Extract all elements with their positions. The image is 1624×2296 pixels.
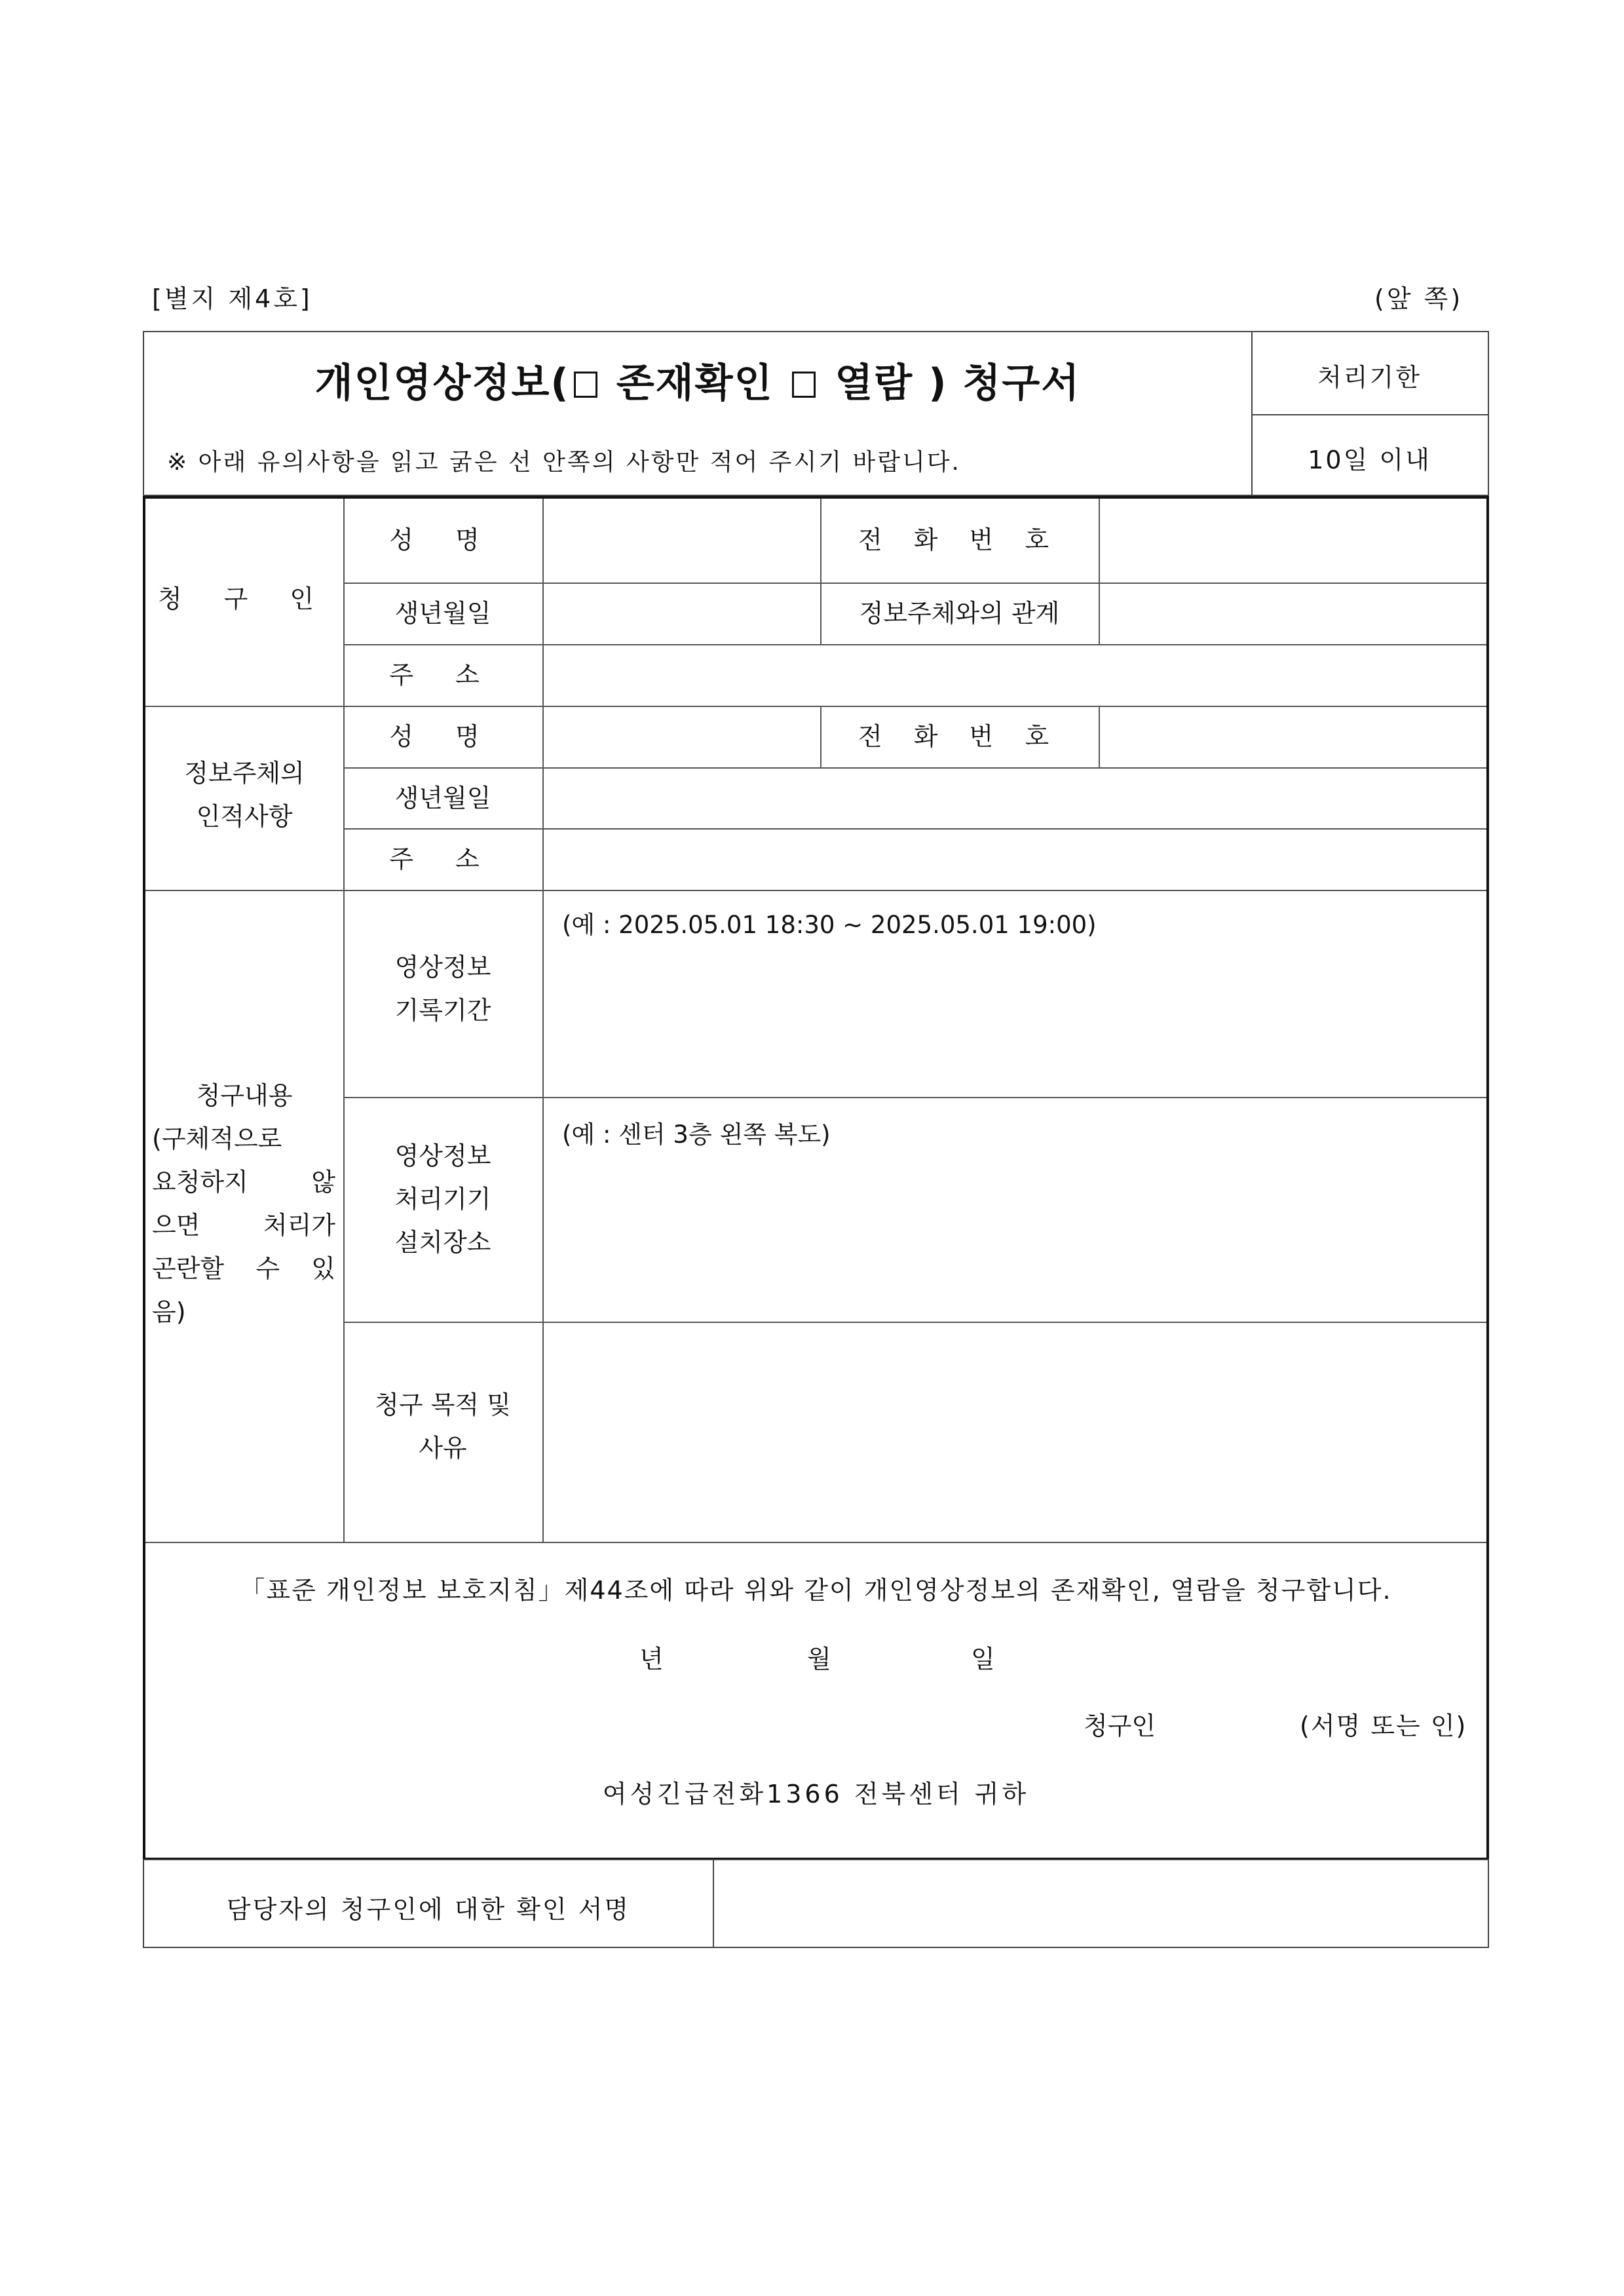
purpose-label-2: 사유 (419, 1434, 467, 1463)
date-year-label: 년 (639, 1645, 664, 1674)
signature-placeholder[interactable]: (서명 또는 인) (1300, 1712, 1467, 1740)
location-label-2: 처리기기 (394, 1185, 491, 1214)
location-field[interactable] (546, 1160, 1483, 1311)
requester-address-label: 주 소 (389, 660, 497, 689)
subject-phone-field[interactable] (1103, 714, 1483, 759)
subject-section-label-1: 정보주체의 (184, 759, 305, 788)
request-section-note: (구체적으로 요청하지 않 으면 처리가 곤란할 수 있 음) (152, 1124, 335, 1326)
request-section-label: 청구내용 (196, 1081, 293, 1110)
location-label-3: 설치장소 (394, 1228, 491, 1257)
period-label-2: 기록기간 (394, 996, 491, 1025)
period-field[interactable] (546, 951, 1483, 1088)
location-label-1: 영상정보 (394, 1141, 491, 1170)
processing-value: 10일 이내 (1308, 446, 1431, 474)
requester-name-field[interactable] (546, 525, 816, 564)
requester-relation-label: 정보주체와의 관계 (859, 599, 1060, 628)
purpose-label-1: 청구 목적 및 (375, 1390, 511, 1419)
subject-section-label-2: 인적사항 (196, 802, 293, 831)
date-day-label: 일 (971, 1645, 995, 1674)
subject-birth-label: 생년월일 (394, 784, 491, 813)
notice-text: ※ 아래 유의사항을 읽고 굵은 선 안쪽의 사항만 적어 주시기 바랍니다. (167, 449, 961, 476)
staff-confirmation-row (143, 1859, 1489, 1948)
form-number: [별지 제4호] (152, 284, 312, 313)
title-block (143, 331, 1489, 496)
period-example: (예 : 2025.05.01 18:30 ~ 2025.05.01 19:00) (562, 911, 1097, 939)
requester-name-label: 성 명 (389, 526, 497, 554)
requester-address-field[interactable] (546, 652, 1483, 698)
form-title: 개인영상정보( 존재확인 열람 ) 청구서 (314, 360, 1081, 406)
page-side: (앞 쪽) (1374, 284, 1463, 313)
subject-address-label: 주 소 (389, 845, 497, 873)
requester-phone-label: 전 화 번 호 (858, 526, 1061, 554)
requester-section-label: 청 구 인 (157, 584, 331, 613)
subject-phone-label: 전 화 번 호 (858, 722, 1061, 751)
addressee: 여성긴급전화1366 전북센터 귀하 (602, 1780, 1030, 1808)
requester-birth-field[interactable] (546, 590, 816, 636)
request-form-table (143, 496, 1489, 1860)
date-month-label: 월 (807, 1645, 831, 1674)
subject-birth-field[interactable] (546, 775, 1483, 821)
requester-birth-label: 생년월일 (394, 599, 491, 628)
processing-label: 처리기한 (1317, 363, 1422, 392)
requester-relation-field[interactable] (1103, 590, 1483, 636)
request-statement: 「표준 개인정보 보호지침」제44조에 따라 위와 같이 개인영상정보의 존재확인, 열람을 청구합니다. (240, 1576, 1392, 1605)
subject-address-field[interactable] (546, 836, 1483, 882)
requester-phone-field[interactable] (1103, 525, 1483, 564)
purpose-field[interactable] (546, 1331, 1483, 1534)
period-label-1: 영상정보 (394, 953, 491, 982)
subject-name-field[interactable] (546, 714, 816, 759)
subject-name-label: 성 명 (389, 722, 497, 751)
staff-confirmation-signature-field[interactable] (718, 1867, 1478, 1940)
signer-label: 청구인 (1084, 1712, 1156, 1740)
existence-check-checkbox[interactable] (574, 372, 597, 398)
staff-confirmation-label: 담당자의 청구인에 대한 확인 서명 (226, 1895, 631, 1924)
location-example: (예 : 센터 3층 왼쪽 복도) (562, 1120, 831, 1149)
view-checkbox[interactable] (792, 372, 816, 398)
